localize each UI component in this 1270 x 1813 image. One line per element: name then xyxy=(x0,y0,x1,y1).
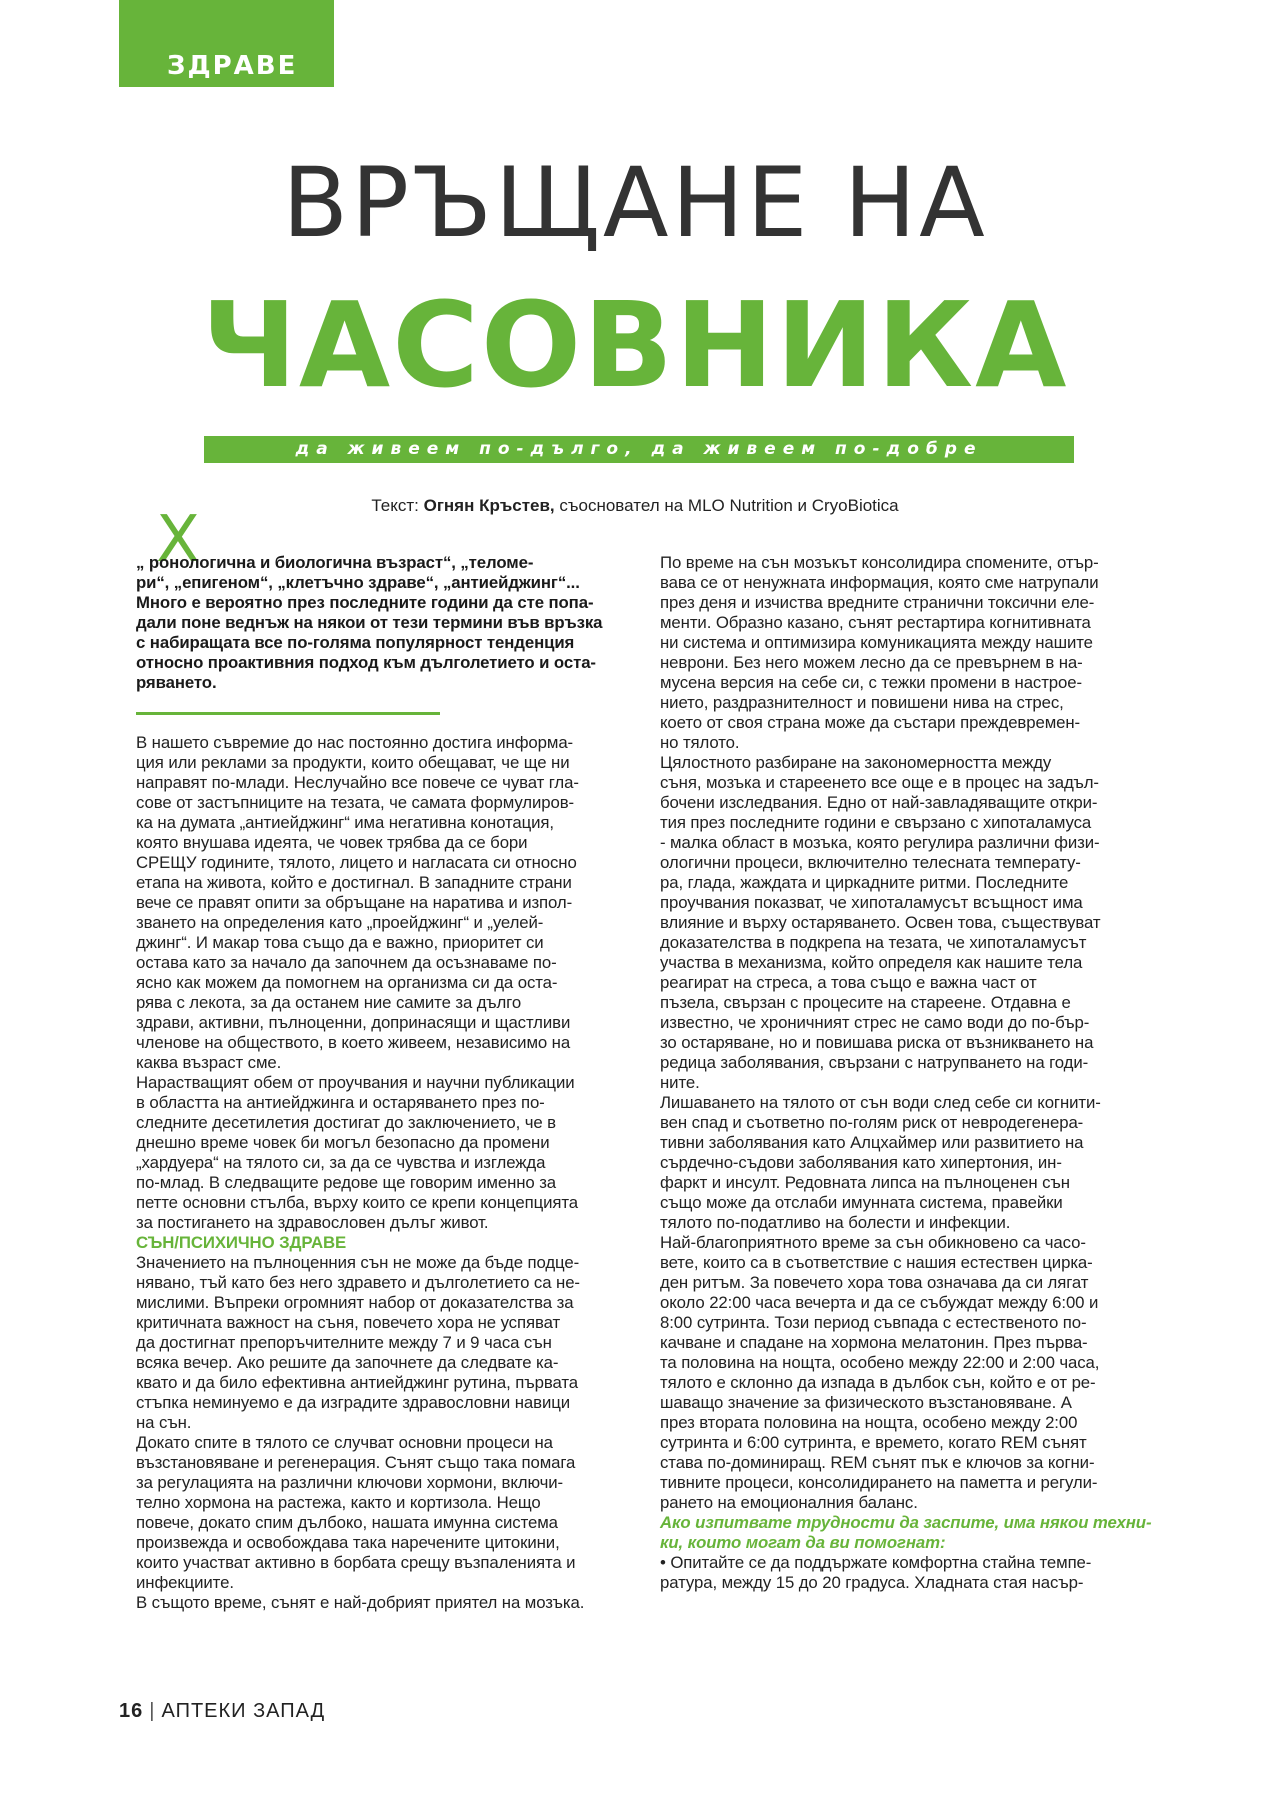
text-line: повече, докато спим дълбоко, нашата имунна система xyxy=(136,1513,558,1532)
text-line: телно хормона на растежа, както и кортизола. Нещо xyxy=(136,1493,541,1512)
text-line: В нашето съвремие до нас постоянно достига информа- xyxy=(136,733,574,752)
text-line: ните. xyxy=(660,1073,700,1092)
text-line: направят по-млади. Неслучайно все повече се чуват гла- xyxy=(136,773,579,792)
text-line: зо остаряване, но и повишава риска от възникването на xyxy=(660,1033,1094,1052)
text-line: ясно как можем да помогнем на организма си да оста- xyxy=(136,973,558,992)
byline-prefix: Текст: xyxy=(371,496,424,515)
text-line xyxy=(136,713,626,733)
text-line: „ ронологична и биологична възраст“, „теломе- xyxy=(136,553,534,572)
text-line xyxy=(136,693,626,713)
text-line: нието, раздразнителност и повишени нива на стрес, xyxy=(660,693,1064,712)
text-line: членове на обществото, в което живеем, независимо на xyxy=(136,1033,571,1052)
text-line: влияние и върху остаряването. Освен това, съществуват xyxy=(660,913,1101,932)
text-line: мислими. Въпреки огромният набор от доказателства за xyxy=(136,1293,574,1312)
text-line: ден ритъм. За повечето хора това означава да си лягат xyxy=(660,1273,1089,1292)
text-line: ция или реклами за продукти, които обещават, че ще ни xyxy=(136,753,570,772)
text-line: вава се от ненужната информация, която сме натрупали xyxy=(660,573,1099,592)
page-number: 16 xyxy=(119,1700,144,1722)
text-line: Най-благоприятното време за сън обикновено са часо- xyxy=(660,1233,1086,1252)
subtitle-text: да живеем по-дълго, да живеем по-добре xyxy=(295,439,983,459)
text-line: 8:00 сутринта. Този период съвпада с естественото по- xyxy=(660,1313,1087,1332)
text-line: Много е вероятно през последните години да сте попа- xyxy=(136,593,594,612)
text-line: квато и да било ефективна антиейджинг рутина, първата xyxy=(136,1373,579,1392)
text-line: • Опитайте се да поддържате комфортна стайна темпе- xyxy=(660,1553,1092,1572)
text-line: редица заболявания, свързани с натрупването на годи- xyxy=(660,1053,1089,1072)
section-heading: СЪН/ПСИХИЧНО ЗДРАВЕ xyxy=(136,1233,347,1252)
text-line: но тялото. xyxy=(660,733,740,752)
text-line: етапа на живота, който е достигнал. В западните страни xyxy=(136,873,572,892)
text-line: известно, че хроничният стрес не само води до по-бър- xyxy=(660,1013,1090,1032)
lead-divider xyxy=(136,712,440,715)
text-line: - малка област в мозъка, която регулира различни физи- xyxy=(660,833,1100,852)
article-title-line2: ЧАСОВНИКА xyxy=(201,276,1069,414)
text-line: сутринта и 6:00 сутринта, е времето, когато REM сънят xyxy=(660,1433,1087,1452)
byline-author: Огнян Кръстев, xyxy=(423,496,555,515)
text-line: мусена версия на себе си, с тежки промени в настрое- xyxy=(660,673,1082,692)
text-line: през деня и изчиства вредните странични токсични еле- xyxy=(660,593,1095,612)
text-line: менти. Образно казано, сънят рестартира когнитивната xyxy=(660,613,1091,632)
section-tag xyxy=(119,0,334,87)
text-line: джинг“. И макар това също да е важно, приоритет си xyxy=(136,933,544,952)
text-line: за регулацията на различни ключови хормони, включи- xyxy=(136,1473,563,1492)
text-line: Ако изпитвате трудности да заспите, има някои техни- xyxy=(660,1513,1152,1532)
text-line: всяка вечер. Ако решите да започнете да следвате ка- xyxy=(136,1353,559,1372)
text-line: инфекциите. xyxy=(136,1573,234,1592)
text-line: през втората половина на нощта, особено между 2:00 xyxy=(660,1413,1078,1432)
text-line: рането на емоционалния баланс. xyxy=(660,1493,918,1512)
text-line: остава като за начало да започнем да осъзнаваме по- xyxy=(136,953,557,972)
right-column xyxy=(660,553,1150,1593)
text-line: „хардуера“ на тялото си, за да се чувства и изглежда xyxy=(136,1153,546,1172)
text-line: относно проактивния подход към дълголетието и оста- xyxy=(136,653,596,672)
text-line: дали поне веднъж на някои от тези термини във връзка xyxy=(136,613,603,632)
text-line: ка на думата „антиейджинг“ има негативна конотация, xyxy=(136,813,554,832)
text-line: Значението на пълноценния сън не може да бъде подце- xyxy=(136,1253,580,1272)
text-line: днешно време човек би могъл безопасно да промени xyxy=(136,1133,550,1152)
text-line: доказателства в подкрепа на тезата, че хипоталамусът xyxy=(660,933,1087,952)
text-line: тивните процеси, консолидирането на паметта и регули- xyxy=(660,1473,1098,1492)
text-line: СРЕЩУ годините, тялото, лицето и нагласата си относно xyxy=(136,853,577,872)
text-line: ки, които могат да ви помогнат: xyxy=(660,1533,946,1552)
text-line: в областта на антиейджинга и остаряването през по- xyxy=(136,1093,545,1112)
text-line: по-млад. В следващите редове ще говорим именно за xyxy=(136,1173,557,1192)
text-line: Цялостното разбиране на закономерността между xyxy=(660,753,1052,772)
byline-suffix: съосновател на MLO Nutrition и CryoBiotica xyxy=(554,496,899,515)
text-line: става по-доминиращ. REM сънят пък е ключов за когни- xyxy=(660,1453,1095,1472)
text-line: шаващо значение за физическото възстановяване. А xyxy=(660,1393,1072,1412)
text-line: По време на сън мозъкът консолидира спомените, отър- xyxy=(660,553,1099,572)
text-line: участва в механизма, който определя как нашите тела xyxy=(660,953,1083,972)
text-line: които участват активно в борбата срещу възпаленията и xyxy=(136,1553,576,1572)
text-line: Нарастващият обем от проучвания и научни публикации xyxy=(136,1073,575,1092)
text-line: Докато спите в тялото се случват основни процеси на xyxy=(136,1433,553,1452)
text-line: ни система и оптимизира комуникацията между нашите xyxy=(660,633,1093,652)
text-line: В същото време, сънят е най-добрият приятел на мозъка. xyxy=(136,1593,585,1612)
text-line: на сън. xyxy=(136,1413,192,1432)
text-line: сърдечно-съдови заболявания като хипертония, ин- xyxy=(660,1153,1062,1172)
text-line: съня, мозъка и стареенето все още е в процес на задъл- xyxy=(660,773,1099,792)
text-line: следните десетилетия достигат до заключението, че в xyxy=(136,1113,556,1132)
text-line: вен спад и съответно по-голям риск от невродегенера- xyxy=(660,1113,1084,1132)
text-line: която внушава идеята, че човек трябва да се бори xyxy=(136,833,528,852)
page-footer xyxy=(119,1700,325,1723)
text-line: тия през последните години е свързано с хипоталамуса xyxy=(660,813,1092,832)
text-line: бочени изследвания. Едно от най-завладяващите откри- xyxy=(660,793,1098,812)
text-line: реагират на стреса, а това също е важна част от xyxy=(660,973,1037,992)
text-line: вете, които са в съответствие с нашия естествен цирка- xyxy=(660,1253,1093,1272)
text-line: ологични процеси, включително телесната температу- xyxy=(660,853,1081,872)
text-line: ри“, „епигеном“, „клетъчно здраве“, „антиейджинг“... xyxy=(136,573,580,592)
text-line: рява с лекота, за да останем ние самите за дълго xyxy=(136,993,522,1012)
article-title-line1: ВРЪЩАНЕ НА xyxy=(282,147,988,259)
text-line: критичната важност на съня, повечето хора не успяват xyxy=(136,1313,561,1332)
text-line: неврони. Без него можем лесно да се превърнем в на- xyxy=(660,653,1083,672)
drop-cap: Х xyxy=(156,503,200,577)
text-line: тивни заболявания като Алцхаймер или развитието на xyxy=(660,1133,1084,1152)
subtitle-bar xyxy=(204,436,1074,463)
section-tag-label: ЗДРАВЕ xyxy=(167,51,298,81)
footer-separator: | xyxy=(149,1700,156,1722)
text-line: Лишаването на тялото от сън води след себе си когнити- xyxy=(660,1093,1101,1112)
text-line: нявано, тъй като без него здравето и дълголетието са не- xyxy=(136,1273,580,1292)
text-line: сове от застъпниците на тезата, че самата формулиров- xyxy=(136,793,574,812)
text-line: възстановяване и регенерация. Сънят също така помага xyxy=(136,1453,576,1472)
text-line: пъзела, свързан с процесите на стареене. Отдавна е xyxy=(660,993,1071,1012)
text-line: зването на определения като „проейджинг“ и „уелей- xyxy=(136,913,544,932)
text-line: около 22:00 часа вечерта и да се събуждат между 6:00 и xyxy=(660,1293,1099,1312)
text-line: стъпка неминуемо е да изградите здравословни навици xyxy=(136,1393,571,1412)
text-line: за постигането на здравословен дълъг живот. xyxy=(136,1213,489,1232)
text-line: фаркт и инсулт. Редовната липса на пълноценен сън xyxy=(660,1173,1070,1192)
text-line: качване и спадане на хормона мелатонин. През първа- xyxy=(660,1333,1088,1352)
text-line: да достигнат препоръчителните между 7 и 9 часа сън xyxy=(136,1333,552,1352)
text-line: каква възраст сме. xyxy=(136,1053,282,1072)
text-line: тялото по-податливо на болести и инфекции. xyxy=(660,1213,1011,1232)
text-line: петте основни стълба, върху които се крепи концепцията xyxy=(136,1193,578,1212)
publication-name: АПТЕКИ ЗАПАД xyxy=(161,1700,326,1722)
text-line: проучвания показват, че хипоталамусът всъщност има xyxy=(660,893,1083,912)
text-line: вече се правят опити за обръщане на наратива и изпол- xyxy=(136,893,573,912)
text-line: та половина на нощта, особено между 22:00 и 2:00 часа, xyxy=(660,1353,1100,1372)
text-line: също може да отслаби имунната система, правейки xyxy=(660,1193,1063,1212)
text-line: ратура, между 15 до 20 градуса. Хладната стая насър- xyxy=(660,1573,1084,1592)
text-line: произвежда и освобождава така наречените цитокини, xyxy=(136,1533,560,1552)
text-line: тялото е склонно да изпада в дълбок сън, който е от ре- xyxy=(660,1373,1096,1392)
text-line: ряването. xyxy=(136,673,217,692)
text-line: което от своя страна може да състари преждевремен- xyxy=(660,713,1081,732)
text-line: здрави, активни, пълноценни, допринасящи и щастливи xyxy=(136,1013,571,1032)
text-line: ра, глада, жаждата и циркадните ритми. Последните xyxy=(660,873,1069,892)
text-line: с набиращата все по-голяма популярност тенденция xyxy=(136,633,575,652)
